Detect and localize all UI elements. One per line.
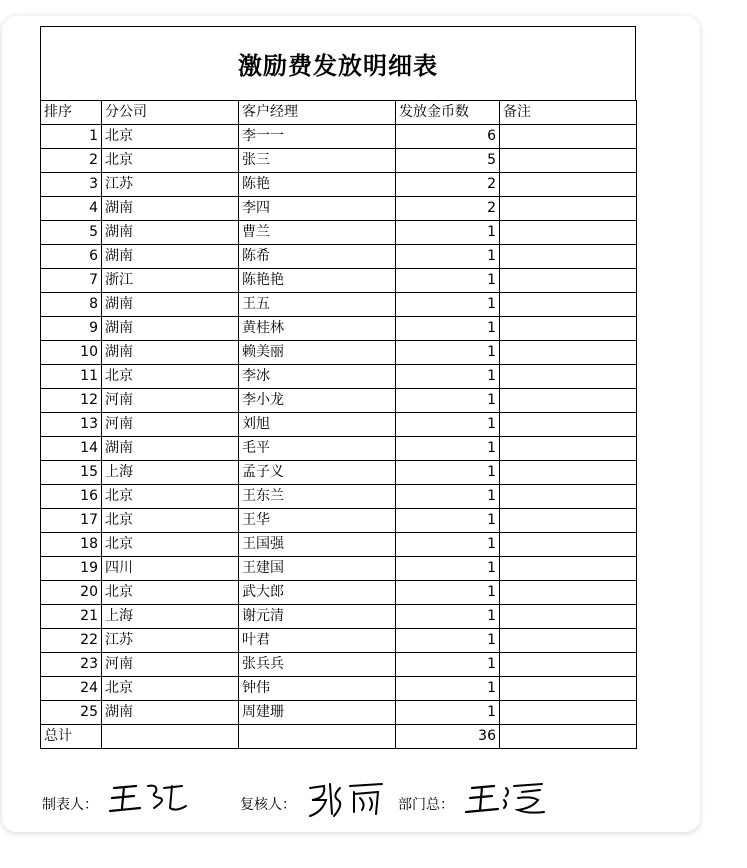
row-coins: 1 xyxy=(396,557,500,581)
table-row xyxy=(41,245,637,269)
row-note xyxy=(500,653,637,677)
row-coins: 6 xyxy=(396,125,500,149)
total-label: 总计 xyxy=(41,725,102,749)
table-row xyxy=(41,485,637,509)
row-manager: 黄桂林 xyxy=(239,317,396,341)
row-branch: 北京 xyxy=(102,677,239,701)
row-rank: 15 xyxy=(41,461,102,485)
row-manager: 王国强 xyxy=(239,533,396,557)
table-body xyxy=(41,125,637,725)
row-coins: 1 xyxy=(396,533,500,557)
row-rank: 20 xyxy=(41,581,102,605)
total-note xyxy=(500,725,637,749)
table-row xyxy=(41,533,637,557)
row-rank: 3 xyxy=(41,173,102,197)
row-rank: 8 xyxy=(41,293,102,317)
row-manager: 钟伟 xyxy=(239,677,396,701)
row-branch: 江苏 xyxy=(102,173,239,197)
table-row xyxy=(41,437,637,461)
row-note xyxy=(500,317,637,341)
row-note xyxy=(500,173,637,197)
row-note xyxy=(500,341,637,365)
row-note xyxy=(500,437,637,461)
table-row xyxy=(41,341,637,365)
table-row xyxy=(41,677,637,701)
row-branch: 湖南 xyxy=(102,701,239,725)
row-branch: 湖南 xyxy=(102,245,239,269)
row-manager: 叶君 xyxy=(239,629,396,653)
total-manager xyxy=(239,725,396,749)
row-branch: 湖南 xyxy=(102,341,239,365)
row-coins: 1 xyxy=(396,701,500,725)
row-note xyxy=(500,629,637,653)
row-branch: 上海 xyxy=(102,461,239,485)
row-rank: 4 xyxy=(41,197,102,221)
row-coins: 1 xyxy=(396,653,500,677)
row-coins: 1 xyxy=(396,509,500,533)
row-note xyxy=(500,293,637,317)
row-rank: 21 xyxy=(41,605,102,629)
row-branch: 河南 xyxy=(102,653,239,677)
row-branch: 北京 xyxy=(102,365,239,389)
row-manager: 王五 xyxy=(239,293,396,317)
row-coins: 1 xyxy=(396,341,500,365)
table-row xyxy=(41,461,637,485)
total-row xyxy=(41,725,637,749)
row-coins: 1 xyxy=(396,389,500,413)
row-manager: 陈艳 xyxy=(239,173,396,197)
row-rank: 11 xyxy=(41,365,102,389)
row-note xyxy=(500,533,637,557)
row-rank: 23 xyxy=(41,653,102,677)
row-manager: 刘旭 xyxy=(239,413,396,437)
row-note xyxy=(500,125,637,149)
row-manager: 李冰 xyxy=(239,365,396,389)
row-branch: 江苏 xyxy=(102,629,239,653)
header-note: 备注 xyxy=(500,101,637,125)
row-rank: 24 xyxy=(41,677,102,701)
row-rank: 7 xyxy=(41,269,102,293)
row-manager: 孟子义 xyxy=(239,461,396,485)
table-row xyxy=(41,293,637,317)
row-rank: 19 xyxy=(41,557,102,581)
row-branch: 四川 xyxy=(102,557,239,581)
row-note xyxy=(500,149,637,173)
row-note xyxy=(500,581,637,605)
table-row xyxy=(41,509,637,533)
table-row xyxy=(41,581,637,605)
row-rank: 14 xyxy=(41,437,102,461)
row-rank: 5 xyxy=(41,221,102,245)
row-coins: 1 xyxy=(396,413,500,437)
table-row xyxy=(41,701,637,725)
row-manager: 李一一 xyxy=(239,125,396,149)
row-coins: 1 xyxy=(396,365,500,389)
table-row xyxy=(41,557,637,581)
row-coins: 1 xyxy=(396,677,500,701)
row-note xyxy=(500,221,637,245)
row-branch: 上海 xyxy=(102,605,239,629)
row-note xyxy=(500,509,637,533)
total-branch xyxy=(102,725,239,749)
row-rank: 18 xyxy=(41,533,102,557)
row-manager: 陈希 xyxy=(239,245,396,269)
row-rank: 25 xyxy=(41,701,102,725)
row-manager: 王华 xyxy=(239,509,396,533)
table-row xyxy=(41,653,637,677)
row-manager: 李四 xyxy=(239,197,396,221)
table-row xyxy=(41,317,637,341)
row-rank: 1 xyxy=(41,125,102,149)
row-note xyxy=(500,269,637,293)
row-branch: 北京 xyxy=(102,509,239,533)
row-manager: 张兵兵 xyxy=(239,653,396,677)
head-signature xyxy=(462,778,548,822)
table-row xyxy=(41,629,637,653)
row-branch: 湖南 xyxy=(102,197,239,221)
sheet-title: 激励费发放明细表 xyxy=(40,26,636,100)
row-manager: 张三 xyxy=(239,149,396,173)
row-note xyxy=(500,245,637,269)
row-note xyxy=(500,413,637,437)
row-coins: 1 xyxy=(396,485,500,509)
row-coins: 2 xyxy=(396,173,500,197)
row-rank: 16 xyxy=(41,485,102,509)
header-coins: 发放金币数 xyxy=(396,101,500,125)
row-branch: 湖南 xyxy=(102,293,239,317)
table-row xyxy=(41,221,637,245)
maker-signature xyxy=(106,778,190,820)
incentive-sheet xyxy=(40,26,636,749)
row-rank: 2 xyxy=(41,149,102,173)
row-rank: 9 xyxy=(41,317,102,341)
row-branch: 湖南 xyxy=(102,317,239,341)
row-branch: 湖南 xyxy=(102,221,239,245)
table-row xyxy=(41,197,637,221)
row-manager: 李小龙 xyxy=(239,389,396,413)
row-branch: 北京 xyxy=(102,533,239,557)
row-coins: 1 xyxy=(396,293,500,317)
table-row xyxy=(41,149,637,173)
table-row xyxy=(41,605,637,629)
total-coins: 36 xyxy=(396,725,500,749)
reviewer-signature xyxy=(304,778,388,822)
row-coins: 1 xyxy=(396,437,500,461)
row-branch: 河南 xyxy=(102,413,239,437)
maker-label: 制表人： xyxy=(42,797,98,813)
row-branch: 北京 xyxy=(102,149,239,173)
row-coins: 1 xyxy=(396,581,500,605)
row-manager: 谢元清 xyxy=(239,605,396,629)
row-branch: 湖南 xyxy=(102,437,239,461)
row-note xyxy=(500,389,637,413)
reviewer-label: 复核人： xyxy=(240,797,296,813)
row-coins: 2 xyxy=(396,197,500,221)
row-coins: 1 xyxy=(396,221,500,245)
table-row xyxy=(41,269,637,293)
row-coins: 1 xyxy=(396,269,500,293)
row-rank: 6 xyxy=(41,245,102,269)
row-note xyxy=(500,701,637,725)
row-branch: 北京 xyxy=(102,485,239,509)
row-rank: 13 xyxy=(41,413,102,437)
header-branch: 分公司 xyxy=(102,101,239,125)
signature-footer xyxy=(42,778,602,828)
table-row xyxy=(41,125,637,149)
row-rank: 17 xyxy=(41,509,102,533)
row-manager: 武大郎 xyxy=(239,581,396,605)
row-coins: 1 xyxy=(396,461,500,485)
row-manager: 王建国 xyxy=(239,557,396,581)
row-rank: 10 xyxy=(41,341,102,365)
row-coins: 1 xyxy=(396,629,500,653)
incentive-table xyxy=(40,100,637,749)
row-note xyxy=(500,197,637,221)
row-note xyxy=(500,557,637,581)
table-row xyxy=(41,173,637,197)
row-coins: 1 xyxy=(396,245,500,269)
header-manager: 客户经理 xyxy=(239,101,396,125)
row-note xyxy=(500,461,637,485)
row-coins: 1 xyxy=(396,317,500,341)
table-row xyxy=(41,365,637,389)
row-manager: 赖美丽 xyxy=(239,341,396,365)
row-branch: 北京 xyxy=(102,581,239,605)
row-coins: 5 xyxy=(396,149,500,173)
row-rank: 12 xyxy=(41,389,102,413)
header-rank: 排序 xyxy=(41,101,102,125)
row-rank: 22 xyxy=(41,629,102,653)
row-branch: 河南 xyxy=(102,389,239,413)
row-manager: 毛平 xyxy=(239,437,396,461)
row-branch: 浙江 xyxy=(102,269,239,293)
row-note xyxy=(500,485,637,509)
table-row xyxy=(41,413,637,437)
row-note xyxy=(500,365,637,389)
header-row xyxy=(41,101,637,125)
head-label: 部门总： xyxy=(398,797,454,813)
row-manager: 曹兰 xyxy=(239,221,396,245)
row-branch: 北京 xyxy=(102,125,239,149)
row-manager: 王东兰 xyxy=(239,485,396,509)
row-coins: 1 xyxy=(396,605,500,629)
row-manager: 陈艳艳 xyxy=(239,269,396,293)
table-row xyxy=(41,389,637,413)
row-note xyxy=(500,677,637,701)
row-manager: 周建珊 xyxy=(239,701,396,725)
row-note xyxy=(500,605,637,629)
